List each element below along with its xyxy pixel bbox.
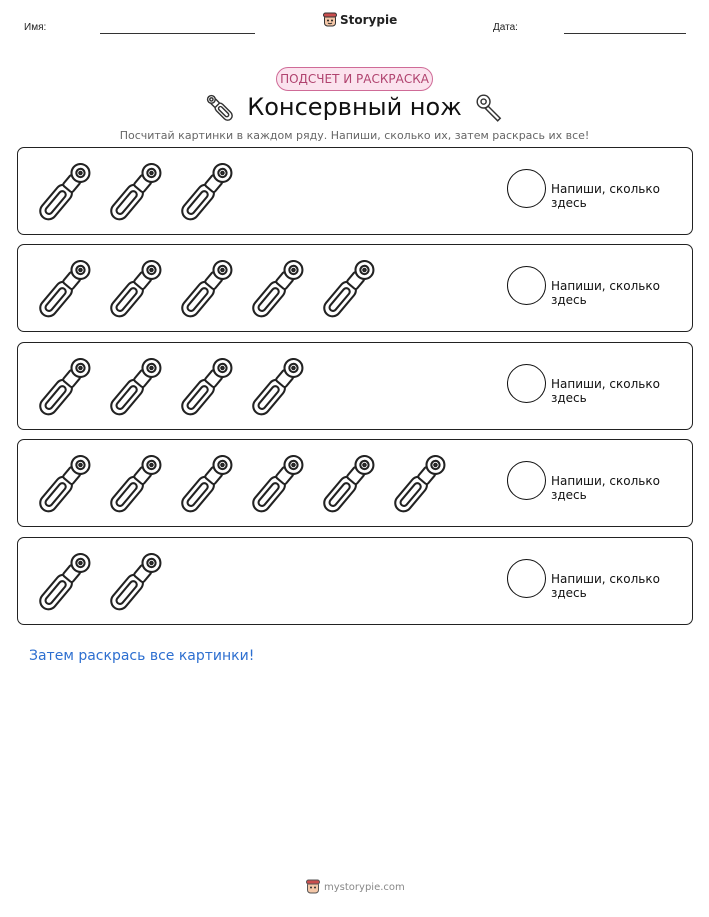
- counting-row: [17, 342, 693, 430]
- can-opener-icon: [243, 253, 312, 325]
- can-opener-icon: [172, 253, 241, 325]
- can-opener-icon: [101, 448, 170, 520]
- row-pictures: [30, 546, 170, 618]
- counting-row: [17, 147, 693, 235]
- can-opener-icon: [101, 546, 170, 618]
- can-opener-icon: [474, 92, 506, 129]
- row-pictures: [30, 253, 383, 325]
- can-opener-icon: [30, 253, 99, 325]
- can-opener-icon: [30, 351, 99, 423]
- instructions: Посчитай картинки в каждом ряду. Напиши, сколько их, затем раскрась их все!: [119, 129, 590, 142]
- answer-circle[interactable]: [507, 364, 546, 403]
- name-label: Имя:: [24, 22, 47, 33]
- answer-circle[interactable]: [507, 266, 546, 305]
- storypie-mascot-icon: [323, 12, 337, 28]
- storypie-mascot-icon: [306, 879, 320, 895]
- brand-name: Storypie: [340, 13, 398, 27]
- can-opener-icon: [243, 448, 312, 520]
- worksheet-header: [0, 0, 709, 50]
- can-opener-icon: [101, 351, 170, 423]
- can-opener-icon: [314, 448, 383, 520]
- can-opener-icon: [172, 448, 241, 520]
- row-pictures: [30, 156, 241, 228]
- answer-label: Напиши, сколько здесь: [551, 377, 660, 405]
- answer-label: Напиши, сколько здесь: [551, 474, 660, 502]
- row-pictures: [30, 448, 454, 520]
- can-opener-icon: [314, 253, 383, 325]
- can-opener-icon: [385, 448, 454, 520]
- answer-label: Напиши, сколько здесь: [551, 572, 660, 600]
- counting-row: [17, 439, 693, 527]
- counting-row: [17, 244, 693, 332]
- can-opener-icon: [30, 546, 99, 618]
- answer-label: Напиши, сколько здесь: [551, 279, 660, 307]
- answer-label: Напиши, сколько здесь: [551, 182, 660, 210]
- can-opener-icon: [30, 156, 99, 228]
- row-pictures: [30, 351, 312, 423]
- answer-circle[interactable]: [507, 461, 546, 500]
- coloring-note: Затем раскрась все картинки!: [29, 648, 255, 664]
- brand-logo: [323, 12, 397, 28]
- can-opener-icon: [101, 253, 170, 325]
- can-opener-icon: [172, 156, 241, 228]
- can-opener-icon: [172, 351, 241, 423]
- answer-circle[interactable]: [507, 169, 546, 208]
- counting-row: [17, 537, 693, 625]
- can-opener-icon: [243, 351, 312, 423]
- date-label: Дата:: [493, 22, 518, 33]
- footer-brand: [306, 879, 405, 895]
- footer-url: mystorypie.com: [324, 881, 405, 893]
- can-opener-icon: [101, 156, 170, 228]
- answer-circle[interactable]: [507, 559, 546, 598]
- page-title: Консервный нож: [247, 93, 462, 121]
- activity-badge: ПОДСЧЕТ И РАСКРАСКА: [276, 67, 433, 91]
- name-line[interactable]: [100, 33, 255, 34]
- date-line[interactable]: [564, 33, 686, 34]
- can-opener-icon: [30, 448, 99, 520]
